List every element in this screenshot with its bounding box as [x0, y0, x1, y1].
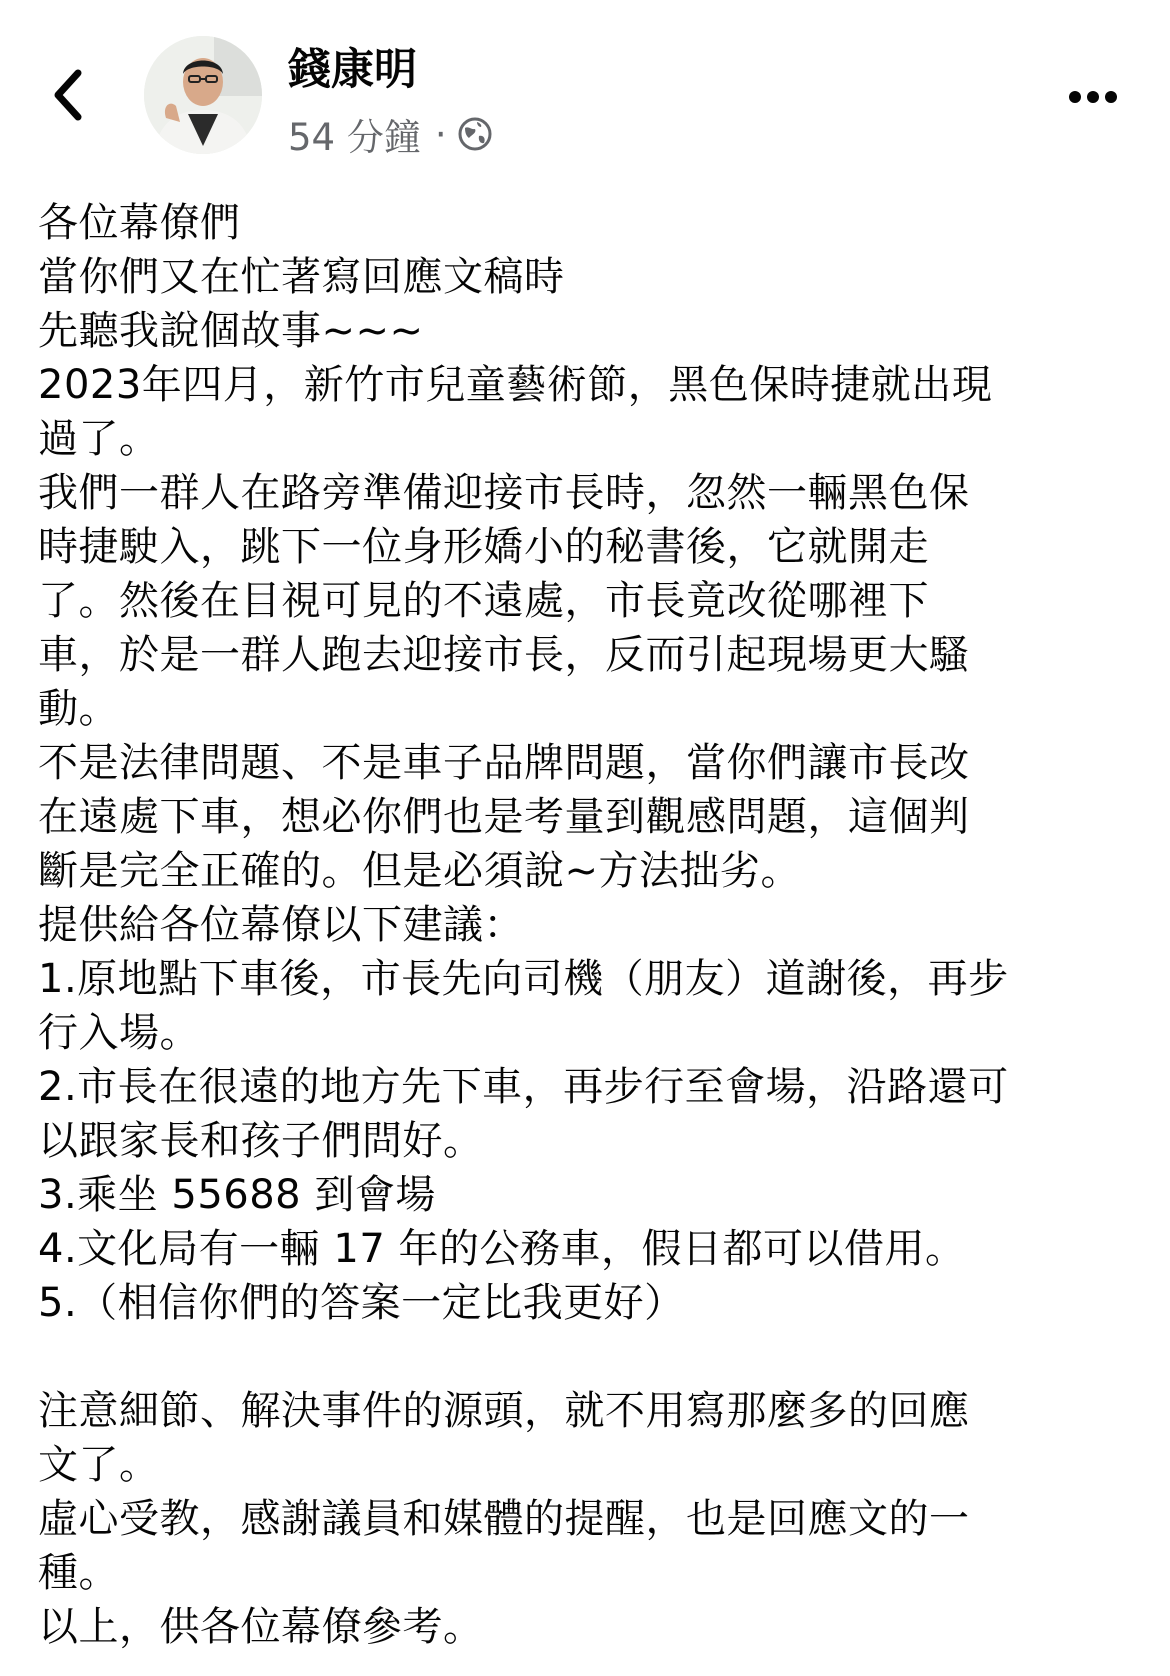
globe-icon	[457, 116, 493, 152]
post-text	[38, 196, 1133, 1654]
post-line: 各位幕僚們	[38, 200, 241, 246]
post-line: 當你們又在忙著寫回應文稿時	[38, 254, 565, 300]
post-line: 文了。	[38, 1442, 160, 1488]
chevron-left-icon	[48, 65, 88, 125]
post-line: 斷是完全正確的。但是必須說~方法拙劣。	[38, 848, 802, 894]
post-time[interactable]: 54 分鐘	[288, 116, 421, 159]
back-button[interactable]	[40, 62, 96, 128]
post-line: 5.（相信你們的答案一定比我更好）	[38, 1280, 685, 1326]
post-line: 種。	[38, 1550, 119, 1596]
post-line: 不是法律問題、不是車子品牌問題，當你們讓市長改	[38, 740, 970, 786]
post-line: 我們一群人在路旁準備迎接市長時，忽然一輛黑色保	[38, 470, 970, 516]
post-line: 以跟家長和孩子們問好。	[38, 1118, 484, 1164]
post-line: 2023年四月，新竹市兒童藝術節，黑色保時捷就出現	[38, 362, 993, 408]
post-line: 在遠處下車，想必你們也是考量到觀感問題，這個判	[38, 794, 970, 840]
more-horizontal-icon	[1068, 90, 1118, 104]
author-name[interactable]: 錢康明	[288, 45, 417, 95]
post-line: 2.市長在很遠的地方先下車，再步行至會場，沿路還可	[38, 1064, 1009, 1110]
blank-line	[38, 1330, 1133, 1384]
post-line: 車，於是一群人跑去迎接市長，反而引起現場更大騷	[38, 632, 970, 678]
post-line: 提供給各位幕僚以下建議：	[38, 902, 524, 948]
post-line: 4.文化局有一輛 17 年的公務車，假日都可以借用。	[38, 1226, 966, 1272]
profile-photo	[144, 36, 262, 154]
post-line: 注意細節、解決事件的源頭，就不用寫那麼多的回應	[38, 1388, 970, 1434]
post-line: 3.乘坐 55688 到會場	[38, 1172, 436, 1218]
post-line: 1.原地點下車後，市長先向司機（朋友）道謝後，再步	[38, 956, 1009, 1002]
post-line: 虛心受教，感謝議員和媒體的提醒，也是回應文的一	[38, 1496, 970, 1542]
post-line: 先聽我說個故事~~~	[38, 308, 424, 354]
meta-separator: ·	[434, 112, 447, 156]
post-line: 動。	[38, 686, 119, 732]
post-header	[0, 0, 1170, 170]
post-line: 以上，供各位幕僚參考。	[38, 1604, 484, 1650]
post-line: 時捷駛入，跳下一位身形嬌小的秘書後，它就開走	[38, 524, 929, 570]
post-line: 過了。	[38, 416, 160, 462]
avatar[interactable]	[144, 36, 262, 154]
more-options-button[interactable]	[1060, 74, 1126, 120]
post-line: 了。然後在目視可見的不遠處，市長竟改從哪裡下	[38, 578, 929, 624]
post-meta	[288, 108, 493, 160]
post-line: 行入場。	[38, 1010, 200, 1056]
